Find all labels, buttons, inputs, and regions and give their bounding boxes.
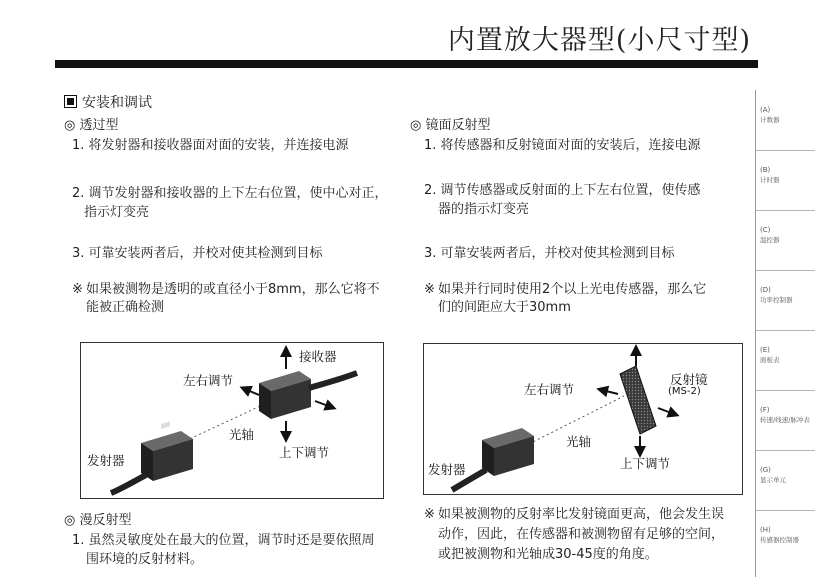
- sidebar-item-timer[interactable]: [756, 150, 815, 211]
- mirror-label: 反射镜: [670, 372, 708, 387]
- sidebar-item-label: 功率控制器: [760, 296, 793, 304]
- diffuse-heading: ◎ 漫反射型: [64, 513, 132, 528]
- mirror-note-mark: ※: [424, 282, 435, 297]
- sidebar-item-code: (H): [760, 526, 771, 534]
- mirror-step-2a: 2. 调节传感器或反射面的上下左右位置，使传感: [424, 183, 701, 198]
- mirror-heading: ◎ 镜面反射型: [410, 118, 491, 133]
- through-note-a: 如果被测物是透明的或直径小于8mm，那么它将不: [86, 282, 380, 297]
- sidebar-item-code: (C): [760, 226, 771, 234]
- left-arrow-icon: [245, 389, 259, 395]
- sidebar-item-label: 计数器: [760, 116, 780, 124]
- emitter-label: 发射器: [87, 453, 125, 468]
- axis-label: 光轴: [566, 434, 592, 449]
- sidebar-item-label: 温控器: [760, 236, 780, 244]
- receiver-label: 接收器: [299, 349, 337, 364]
- sidebar-item-sensor-controller[interactable]: [756, 510, 815, 570]
- mirror-note2-a: 如果被测物的反射率比发射镜面更高，他会发生误: [438, 507, 725, 522]
- mirror-note2-mark: ※: [424, 507, 435, 522]
- mirror-reflective-diagram: [424, 344, 742, 494]
- sidebar-item-code: (B): [760, 166, 771, 174]
- receiver-device-icon: [259, 371, 357, 419]
- sidebar-item-label: 传感器控制器: [760, 536, 799, 544]
- sidebar-item-code: (E): [760, 346, 770, 354]
- sidebar-item-code: (D): [760, 286, 771, 294]
- mirror-note-a: 如果并行同时使用2个以上光电传感器，那么它: [438, 282, 707, 297]
- emitter-device-icon: [452, 428, 534, 490]
- through-note-mark: ※: [72, 282, 83, 297]
- sidebar-item-panel-meter[interactable]: [756, 330, 815, 391]
- sidebar-item-label: 面板表: [760, 356, 780, 364]
- sidebar-item-counter[interactable]: [756, 90, 815, 151]
- through-step-1: 1. 将发射器和接收器面对面的安装，并连接电源: [72, 138, 349, 153]
- diffuse-step-1a: 1. 虽然灵敏度处在最大的位置，调节时还是要依照周: [72, 533, 375, 548]
- mirror-model-label: (MS-2): [668, 386, 701, 397]
- mirror-note2-b: 动作，因此，在传感器和被测物留有足够的空间，: [438, 527, 725, 542]
- page-title: 内置放大器型(小尺寸型): [447, 25, 751, 56]
- sidebar-item-code: (G): [760, 466, 771, 474]
- left-arrow-icon: [602, 390, 618, 394]
- sidebar-item-label: 计时器: [760, 176, 780, 184]
- mirror-step-1: 1. 将传感器和反射镜面对面的安装后，连接电源: [424, 138, 701, 153]
- emitter-label: 发射器: [428, 462, 466, 477]
- sidebar-item-label: 显示单元: [760, 476, 786, 484]
- sidebar-item-label: 转速/线速/脉冲表: [760, 416, 810, 424]
- optical-axis-line: [181, 401, 271, 443]
- mirror-note-b: 们的间距应大于30mm: [438, 300, 571, 315]
- title-rule: [55, 60, 758, 68]
- through-step-3: 3. 可靠安装两者后，并校对使其检测到目标: [72, 246, 323, 261]
- sidebar-item-power-controller[interactable]: [756, 270, 815, 331]
- sidebar-item-code: (A): [760, 106, 771, 114]
- mirror-reflective-figure: [423, 343, 743, 495]
- through-beam-diagram: [81, 343, 383, 498]
- section-heading: [64, 92, 152, 112]
- mirror-note2-c: 或把被测物和光轴成30-45度的角度。: [438, 547, 658, 562]
- sidebar-item-code: (F): [760, 406, 770, 414]
- through-heading: ◎ 透过型: [64, 118, 119, 133]
- category-sidebar: [755, 90, 815, 577]
- reflector-mirror-icon: [620, 366, 656, 434]
- lr-adjust-label: 左右调节: [183, 373, 234, 388]
- black-square-icon: [64, 95, 77, 108]
- through-beam-figure: [80, 342, 384, 499]
- section-heading-text: 安装和调试: [82, 95, 152, 111]
- sidebar-item-display-unit[interactable]: [756, 450, 815, 511]
- axis-label: 光轴: [229, 427, 255, 442]
- diffuse-step-1b: 围环境的反射材料。: [86, 552, 204, 567]
- through-step-2a: 2. 调节发射器和接收器的上下左右位置，使中心对正，: [72, 186, 388, 201]
- through-note-b: 能被正确检测: [86, 300, 165, 315]
- right-arrow-icon: [315, 401, 331, 407]
- mirror-step-3: 3. 可靠安装两者后，并校对使其检测到目标: [424, 246, 675, 261]
- sidebar-item-tachometer[interactable]: [756, 390, 815, 451]
- mirror-step-2b: 器的指示灯变亮: [438, 202, 530, 217]
- sidebar-item-temp-controller[interactable]: [756, 210, 815, 271]
- ud-adjust-label: 上下调节: [279, 445, 330, 460]
- through-step-2b: 指示灯变亮: [84, 205, 150, 220]
- ud-adjust-label: 上下调节: [620, 456, 671, 471]
- right-arrow-icon: [658, 408, 674, 414]
- lr-adjust-label: 左右调节: [524, 382, 575, 397]
